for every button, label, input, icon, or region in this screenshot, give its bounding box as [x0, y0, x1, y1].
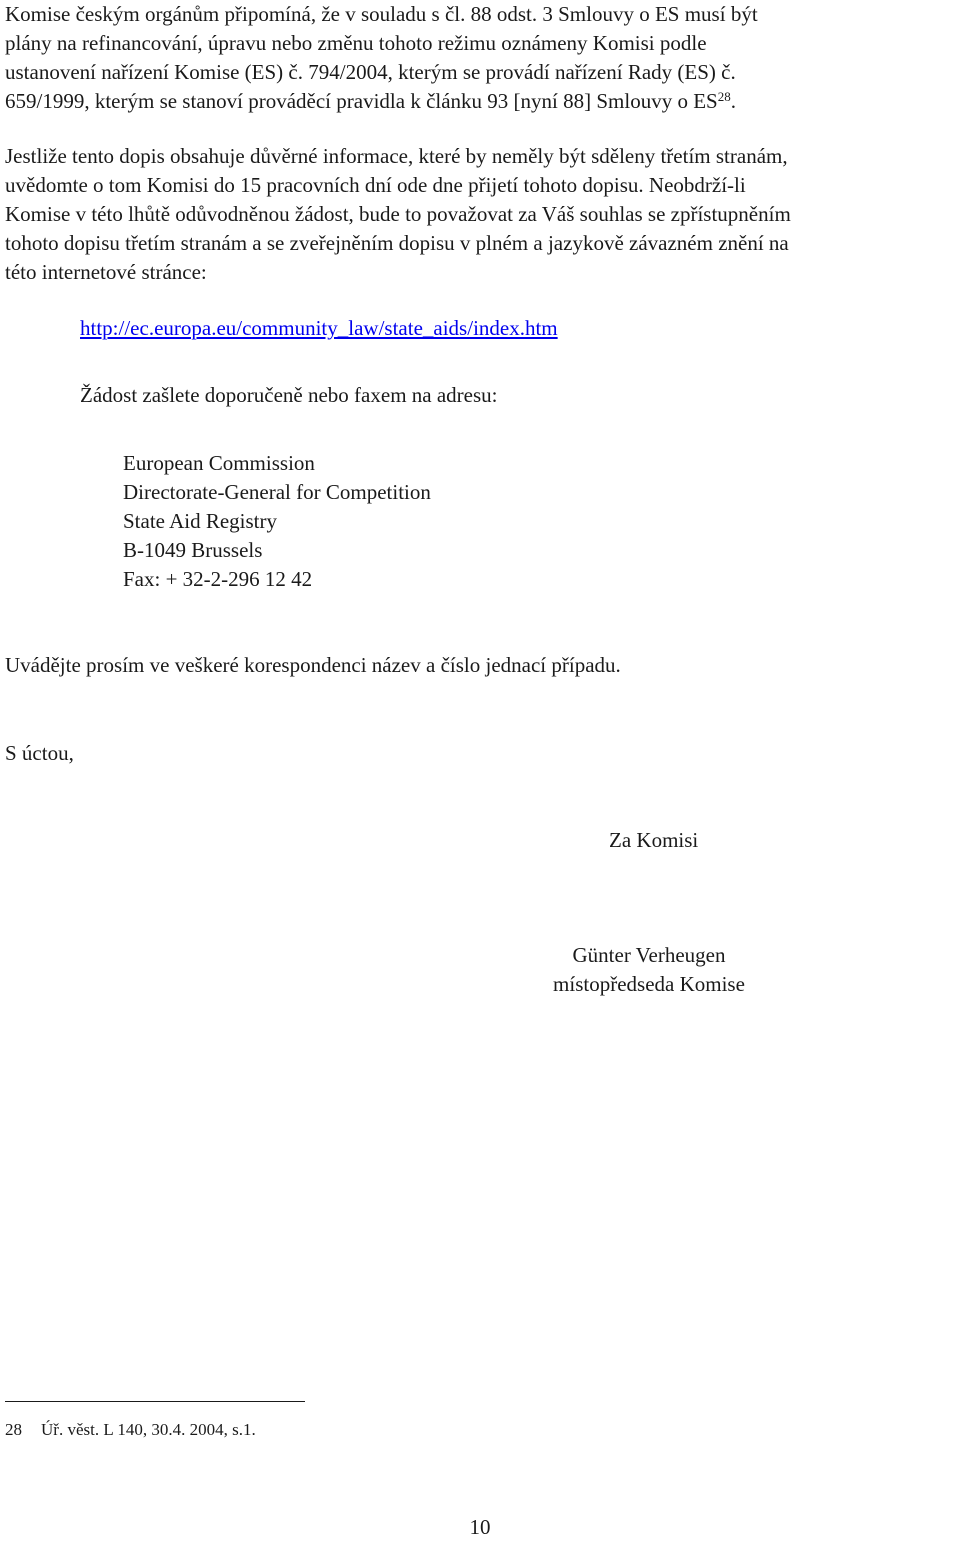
paragraph-line: Jestliže tento dopis obsahuje důvěrné informace, které by neměly být sděleny třetím stranám, — [5, 144, 788, 168]
postal-address — [123, 449, 431, 594]
address-line: European Commission — [123, 451, 315, 475]
closing-greeting: S úctou, — [5, 741, 74, 765]
footnote-number: 28 — [5, 1420, 22, 1439]
paragraph-line: uvědomte o tom Komisi do 15 pracovních dní ode dne přijetí tohoto dopisu. Neobdrží-li — [5, 173, 746, 197]
footnote — [5, 1415, 256, 1444]
address-line: State Aid Registry — [123, 509, 277, 533]
correspondence-note: Uvádějte prosím ve veškeré korespondenci název a číslo jednací případu. — [5, 653, 621, 677]
paragraph-notification-reminder — [5, 0, 957, 116]
request-instruction: Žádost zašlete doporučeně nebo faxem na adresu: — [80, 383, 498, 407]
address-line: B-1049 Brussels — [123, 538, 263, 562]
paragraph-line: ustanovení nařízení Komise (ES) č. 794/2004, kterým se provádí nařízení Rady (ES) č. — [5, 60, 736, 84]
paragraph-line: Komise českým orgánům připomíná, že v souladu s čl. 88 odst. 3 Smlouvy o ES musí být — [5, 2, 758, 26]
footnote-divider — [5, 1401, 305, 1402]
paragraph-line: plány na refinancování, úpravu nebo změnu tohoto režimu oznámeny Komisi podle — [5, 31, 707, 55]
for-commission-label: Za Komisi — [609, 828, 699, 852]
signatory-block — [534, 941, 764, 999]
paragraph-line: tohoto dopisu třetím stranám a se zveřejněním dopisu v plném a jazykově závazném znění na — [5, 231, 789, 255]
signatory-name: Günter Verheugen — [572, 943, 726, 967]
footnote-text: Úř. věst. L 140, 30.4. 2004, s.1. — [41, 1420, 256, 1439]
footnote-reference[interactable]: 28 — [717, 89, 731, 104]
page-number: 10 — [469, 1515, 491, 1539]
paragraph-confidentiality — [5, 142, 957, 287]
address-fax: Fax: + 32-2-296 12 42 — [123, 567, 313, 591]
signatory-title: místopředseda Komise — [553, 972, 745, 996]
paragraph-line: Komise v této lhůtě odůvodněnou žádost, bude to považovat za Váš souhlas se zpřístupněním — [5, 202, 791, 226]
paragraph-line: této internetové stránce: — [5, 260, 207, 284]
state-aids-link[interactable]: http://ec.europa.eu/community_law/state_aids/index.htm — [80, 316, 558, 340]
address-line: Directorate-General for Competition — [123, 480, 431, 504]
paragraph-line-last — [5, 87, 957, 116]
paragraph-line-text: 659/1999, kterým se stanoví prováděcí pravidla k článku 93 [nyní 88] Smlouvy o ES — [5, 89, 718, 113]
paragraph-end-punctuation: . — [730, 89, 736, 113]
